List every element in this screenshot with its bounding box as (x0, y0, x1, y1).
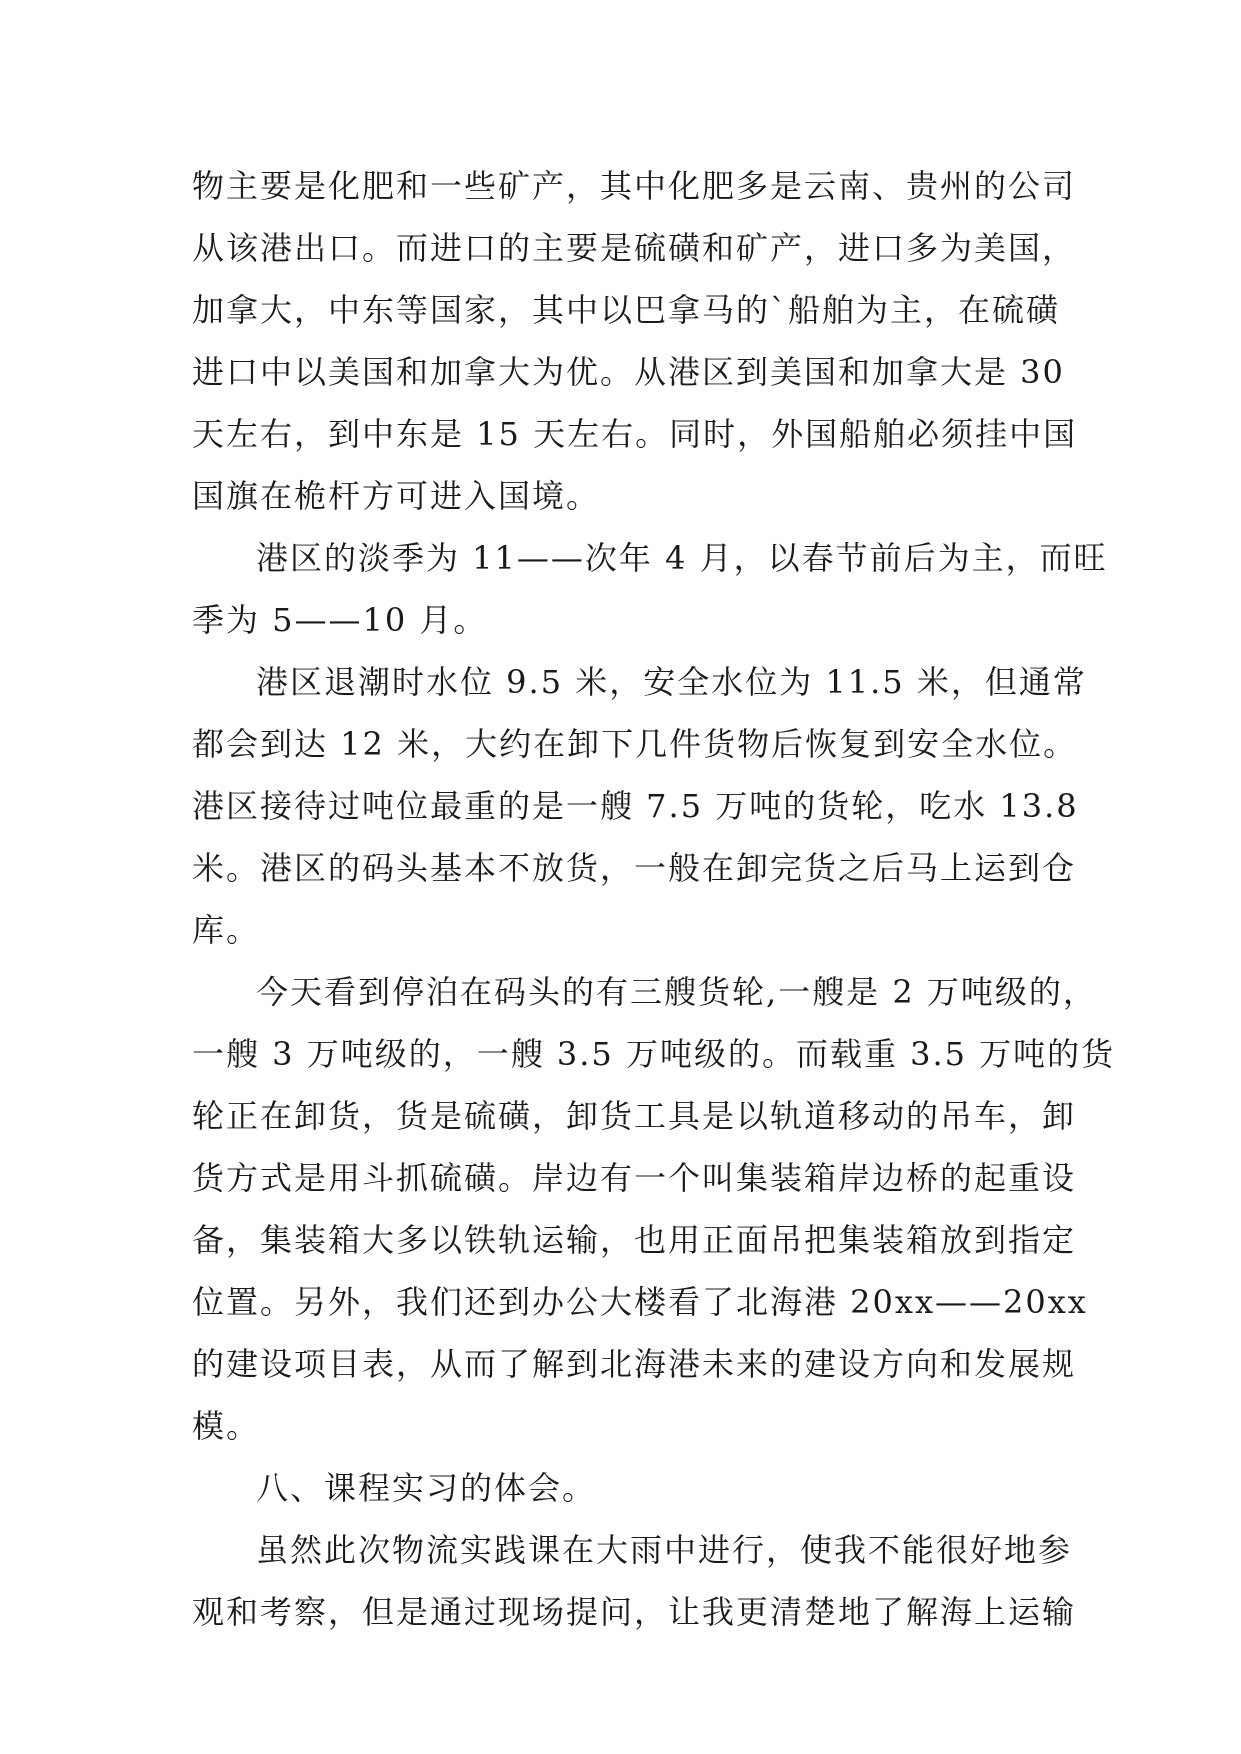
text-line: 港区接待过吨位最重的是一艘 7.5 万吨的货轮，吃水 13.8 (192, 787, 1079, 825)
text-line: 从该港出口。而进口的主要是硫磺和矿产，进口多为美国， (192, 229, 1077, 267)
text-line: 轮正在卸货，货是硫磺，卸货工具是以轨道移动的吊车，卸 (192, 1097, 1077, 1135)
section-heading (192, 1457, 1052, 1519)
paragraph (192, 155, 1078, 527)
text-line: 季为 5——10 月。 (192, 601, 488, 639)
text-line: 今天看到停泊在码头的有三艘货轮,一艘是 2 万吨级的， (256, 973, 1097, 1011)
paragraph (192, 961, 1116, 1457)
text-line: 位置。另外，我们还到办公大楼看了北海港 20xx——20xx (192, 1283, 1088, 1321)
text-line: 进口中以美国和加拿大为优。从港区到美国和加拿大是 30 (192, 353, 1065, 391)
text-line: 备，集装箱大多以铁轨运输，也用正面吊把集装箱放到指定 (192, 1221, 1077, 1259)
text-line: 国旗在桅杆方可进入国境。 (192, 477, 601, 515)
text-line: 天左右，到中东是 15 天左右。同时，外国船舶必须挂中国 (192, 415, 1078, 453)
text-line: 都会到达 12 米，大约在卸下几件货物后恢复到安全水位。 (192, 725, 1078, 763)
text-line: 虽然此次物流实践课在大雨中进行，使我不能很好地参 (256, 1531, 1073, 1569)
text-line: 港区的淡季为 11——次年 4 月，以春节前后为主，而旺 (256, 539, 1108, 577)
paragraph (192, 527, 1108, 651)
paragraph (192, 1519, 1077, 1643)
text-line: 一艘 3 万吨级的，一艘 3.5 万吨级的。而载重 3.5 万吨的货 (192, 1035, 1116, 1073)
text-line: 米。港区的码头基本不放货，一般在卸完货之后马上运到仓 (192, 849, 1077, 887)
text-line: 库。 (192, 911, 261, 949)
text-line: 八、课程实习的体会。 (256, 1469, 597, 1507)
text-line: 货方式是用斗抓硫磺。岸边有一个叫集装箱岸边桥的起重设 (192, 1159, 1077, 1197)
text-line: 观和考察，但是通过现场提问，让我更清楚地了解海上运输 (192, 1593, 1077, 1631)
text-line: 加拿大，中东等国家，其中以巴拿马的`船舶为主，在硫磺 (192, 291, 1061, 329)
text-line: 的建设项目表，从而了解到北海港未来的建设方向和发展规 (192, 1345, 1077, 1383)
text-line: 模。 (192, 1407, 261, 1445)
paragraph (192, 651, 1087, 961)
text-line: 港区退潮时水位 9.5 米，安全水位为 11.5 米，但通常 (256, 663, 1087, 701)
document-body (192, 155, 1116, 1643)
text-line: 物主要是化肥和一些矿产，其中化肥多是云南、贵州的公司 (192, 167, 1077, 205)
